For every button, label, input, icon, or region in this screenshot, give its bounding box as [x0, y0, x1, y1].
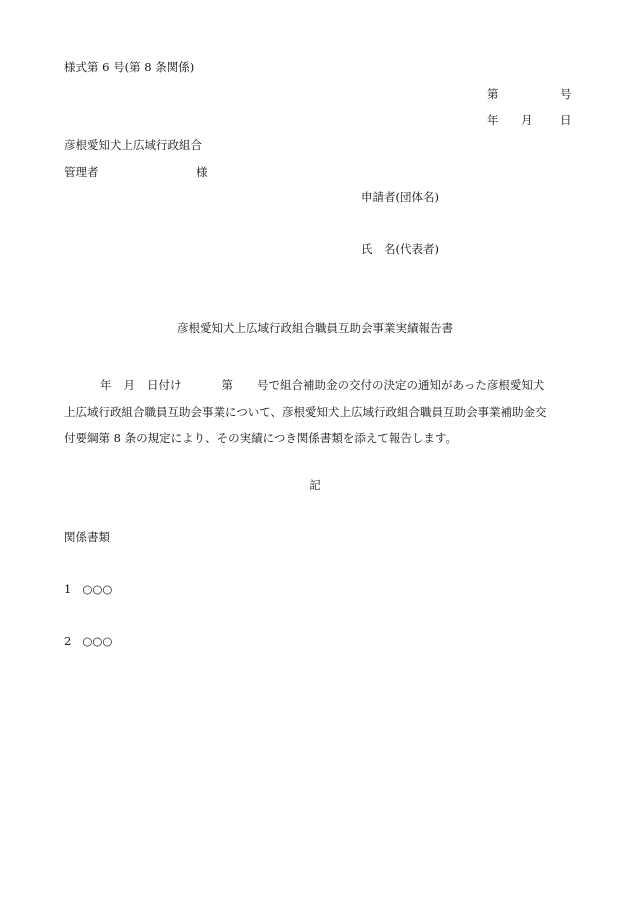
- list-item-number: 2: [64, 634, 72, 648]
- list-item-text: ○○○: [82, 582, 113, 596]
- document-number-suffix: 号: [560, 87, 572, 101]
- applicant-group-label: 申請者(団体名): [361, 190, 439, 204]
- list-item-text: ○○○: [82, 634, 113, 648]
- document-number-prefix: 第: [487, 87, 499, 101]
- date-year: 年: [487, 113, 499, 127]
- recipient-title: 管理者: [64, 165, 99, 179]
- ki-heading: 記: [309, 478, 321, 492]
- list-item: [64, 582, 112, 596]
- applicant-name-label: 氏 名(代表者): [361, 242, 439, 256]
- body-line-2: 上広域行政組合職員互助会事業について、彦根愛知犬上広域行政組合職員互助会事業補助金交: [64, 404, 547, 419]
- related-documents-heading: 関係書類: [64, 530, 110, 544]
- body-line-1-rest: 号で組合補助金の交付の決定の通知があった彦根愛知犬: [257, 378, 545, 392]
- body-line-3: 付要綱第 8 条の規定により、その実績につき関係書類を添えて報告します。: [64, 431, 457, 445]
- body-month: 月: [123, 378, 135, 392]
- body-dated: 日付け: [147, 378, 182, 392]
- date-day: 日: [560, 113, 572, 127]
- body-year: 年: [100, 378, 112, 392]
- body-paragraph: [64, 372, 576, 452]
- list-item: [64, 634, 112, 648]
- recipient-organization: 彦根愛知犬上広域行政組合: [64, 138, 202, 152]
- document-title: 彦根愛知犬上広域行政組合職員互助会事業実績報告書: [177, 321, 453, 335]
- body-number: 第: [221, 378, 233, 392]
- list-item-number: 1: [64, 582, 72, 596]
- body-line-1: [64, 372, 576, 399]
- form-label: 様式第 6 号(第 8 条関係): [64, 60, 195, 74]
- recipient-honorific: 様: [196, 165, 208, 179]
- date-month: 月: [521, 113, 533, 127]
